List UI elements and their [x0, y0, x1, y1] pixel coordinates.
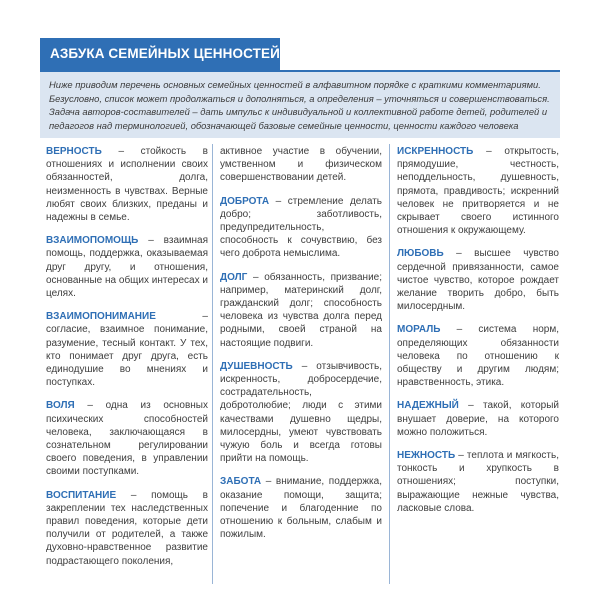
column-divider: [212, 144, 213, 584]
entry-definition: – помощь в закреплении тех наследственных правил поведения, которые дети получили от родителей, а также духовно-нравственное развитие подрастающего поколения,: [46, 489, 208, 567]
glossary-entry-zabota: [220, 475, 382, 541]
column-divider: [389, 144, 390, 584]
glossary-entry-dolg: [220, 271, 382, 350]
glossary-entry-vernost: [46, 145, 208, 224]
entry-definition: – высшее чувство сердечной привязанности, самое чистое чувство, которое рождает желание творить добро, быть милосердным.: [397, 248, 559, 313]
entry-term: МОРАЛЬ: [397, 324, 441, 336]
entry-term: ВОЛЯ: [46, 400, 75, 412]
entry-term: ЛЮБОВЬ: [397, 248, 444, 260]
entry-definition: – одна из основных психических способностей человека, заключающаяся в сознательном регулировании своего поведения, в управлении своими поступками.: [46, 400, 208, 478]
glossary-entry-volya: [46, 399, 208, 478]
entry-definition: – открытость, прямодушие, честность, неподдельность, душевность, прямота, правдивость; искренний человек не притворяется и не скрывает своего истинного отношения к окружающему.: [397, 146, 559, 237]
entry-definition: – стремление делать добро; заботливость, предупредительность, способность к сочувствию, без чего доброта немыслима.: [220, 195, 382, 260]
entry-term: ИСКРЕННОСТЬ: [397, 146, 474, 157]
glossary-column-2: [220, 145, 382, 551]
entry-term: ВЗАИМОПОМОЩЬ: [46, 235, 139, 247]
entry-definition: – согласие, взаимное понимание, разумение, тесный контакт. У тех, кто понимает друг друга, есть единодушие во мнениях и поступках.: [46, 311, 208, 389]
glossary-entry-vzaimoponimanie: [46, 310, 208, 389]
glossary-entry-iskrennost: [397, 145, 559, 237]
entry-term: ДОЛГ: [220, 271, 248, 283]
entry-definition: – внимание, поддержка, оказание помощи, защита; попечение и благоденние по отношению к больным, слабым и пожилым.: [220, 476, 382, 541]
entry-definition: – отзывчивость, искренность, добросердечие, сострадательность, добротолюбие; люди с этими качествами душевно щедры, милосердны, умеют чувствовать чужую боль и всегда готовы прийти на помощь.: [220, 360, 382, 465]
entry-term: ДУШЕВНОСТЬ: [220, 360, 293, 372]
entry-definition: – стойкость в отношениях и исполнении своих обязанностей, долга, неизменность в чувствах. Верные любят своих близких, преданы и надежны в семье.: [46, 146, 208, 224]
glossary-entry-continuation: [220, 145, 382, 185]
entry-term: ВОСПИТАНИЕ: [46, 489, 117, 501]
glossary-entry-vzaimopomoshch: [46, 234, 208, 300]
glossary-entry-dushevnost: [220, 360, 382, 466]
entry-definition: – такой, который внушает доверие, на которого можно положиться.: [397, 400, 559, 438]
entry-definition: – теплота и мягкость, тонкость и хрупкость в отношениях; поступки, выражающие нежные чувства, ласковые слова.: [397, 450, 559, 514]
section-title-bar: [40, 38, 280, 70]
entry-definition: – обязанность, призвание; например, материнский долг, гражданский долг; способность человека из чувства долга перед родными, своей страной на настоящие подвиги.: [220, 271, 382, 349]
glossary-entry-vospitanie: [46, 489, 208, 568]
entry-term: ЗАБОТА: [220, 476, 262, 488]
glossary-column-1: [46, 145, 208, 578]
entry-term: ВЕРНОСТЬ: [46, 146, 102, 157]
glossary-entry-dobrota: [220, 195, 382, 261]
glossary-column-3: [397, 145, 559, 525]
glossary-entry-moral: [397, 323, 559, 389]
glossary-entry-nezhnost: [397, 449, 559, 515]
entry-term: НЕЖНОСТЬ: [397, 450, 456, 462]
entry-term: ВЗАИМОПОНИМАНИЕ: [46, 311, 156, 323]
section-title: АЗБУКА СЕМЕЙНЫХ ЦЕННОСТЕЙ: [50, 46, 280, 61]
entry-definition: – взаимная помощь, поддержка, оказываемая друг другу, и отношения, основанные на общих интересах и целях.: [46, 235, 208, 300]
entry-term: НАДЕЖНЫЙ: [397, 400, 459, 412]
intro-text: Ниже приводим перечень основных семейных ценностей в алфавитном порядке с краткими комментариями. Безусловно, список может продолжаться и дополняться, а определения – уточняться и совершенствоваться. Задача авторов-составителей – дать импульс к индивидуальной и коллективной работе детей, родителей и педагогов над терминологией, обозначающей базовые семейные ценности, ценности каждого человека: [49, 79, 550, 131]
entry-definition: – система норм, определяющих обязанности человека по отношению к обществу и другим людям; нравственность, этика.: [397, 324, 559, 389]
intro-box: [40, 70, 560, 138]
entry-term: ДОБРОТА: [220, 195, 270, 207]
glossary-entry-lyubov: [397, 247, 559, 313]
glossary-entry-nadezhny: [397, 399, 559, 439]
entry-definition: активное участие в обучении, умственном и физическом совершенствовании детей.: [220, 146, 382, 184]
